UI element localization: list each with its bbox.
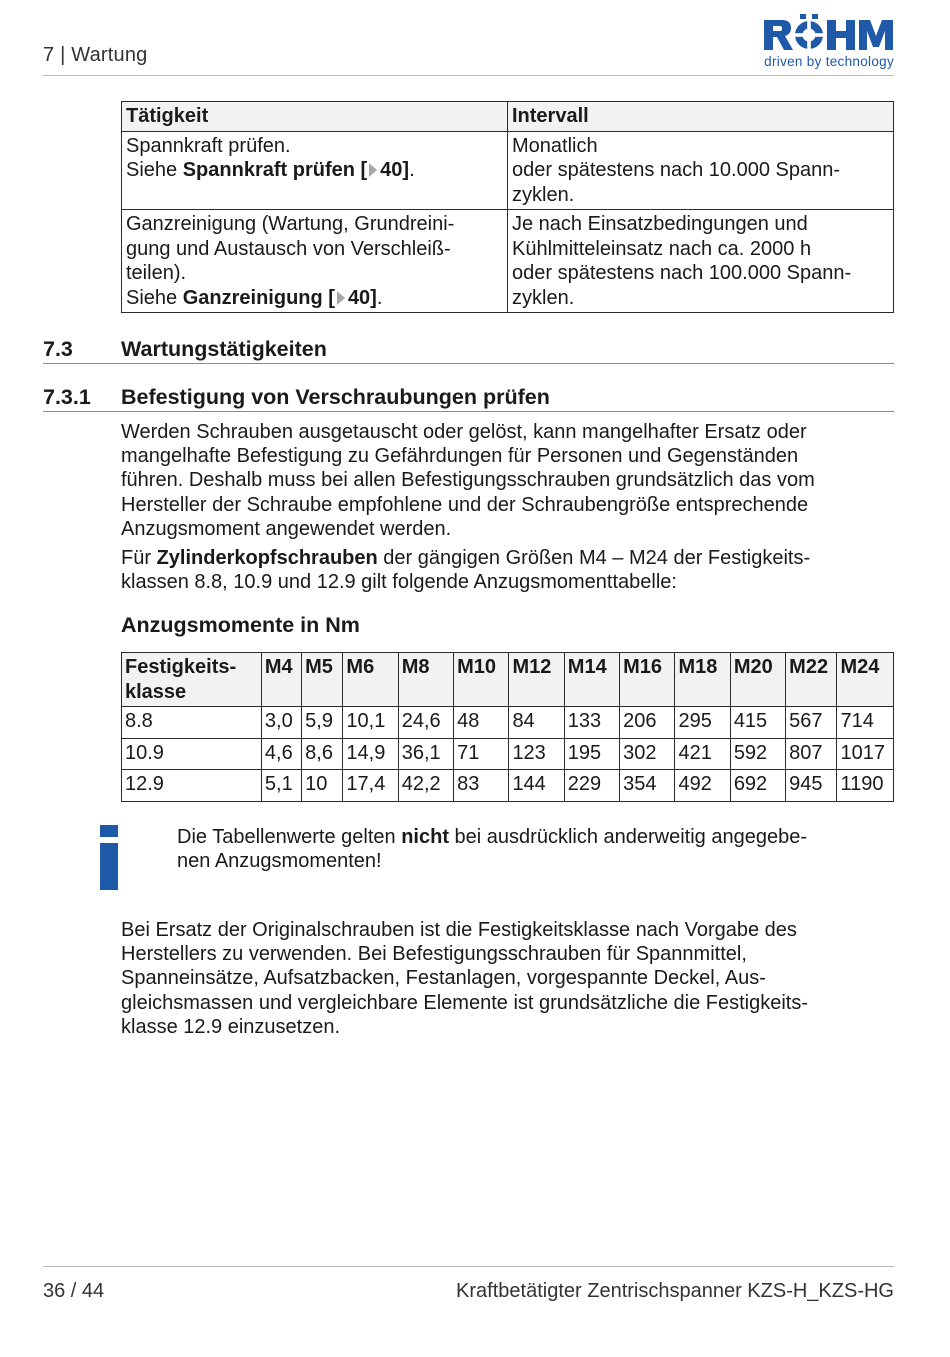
torque-value-cell: 229 <box>564 770 619 802</box>
table-row <box>122 770 894 802</box>
logo-tagline: driven by technology <box>764 54 894 69</box>
torque-value-cell: 421 <box>675 738 730 770</box>
torque-value-cell: 1017 <box>837 738 894 770</box>
period-text: . <box>409 159 415 181</box>
info-line: nen Anzugsmomenten! <box>177 850 382 873</box>
torque-value-cell: 84 <box>509 707 564 739</box>
torque-value-cell: 123 <box>509 738 564 770</box>
column-header-size: M24 <box>837 653 894 707</box>
interval-cell <box>508 131 894 210</box>
table-row <box>122 131 894 210</box>
paragraph-line <box>121 546 896 570</box>
activity-reference <box>126 286 503 311</box>
torque-value-cell: 492 <box>675 770 730 802</box>
torque-value-cell: 144 <box>509 770 564 802</box>
section-heading-7-3-1 <box>43 385 894 412</box>
torque-value-cell: 4,6 <box>261 738 301 770</box>
paragraph-line: gleichsmassen und vergleichbare Elemente ist grundsätzliche die Festigkeits- <box>121 991 809 1014</box>
see-label: Siehe <box>126 286 178 309</box>
strength-class-cell: 10.9 <box>122 738 262 770</box>
torque-value-cell: 1190 <box>837 770 894 802</box>
torque-value-cell: 36,1 <box>398 738 453 770</box>
column-header-size: M14 <box>564 653 619 707</box>
activity-line: gung und Austausch von Verschleiß- <box>126 237 451 260</box>
info-icon <box>100 825 118 890</box>
torque-value-cell: 3,0 <box>261 707 301 739</box>
column-header-size: M16 <box>620 653 675 707</box>
text-run: bei ausdrücklich anderweitig angegebe- <box>449 826 808 848</box>
activity-line: teilen). <box>126 262 187 284</box>
info-line <box>177 825 897 849</box>
torque-value-cell: 14,9 <box>343 738 398 770</box>
paragraph-line: Bei Ersatz der Originalschrauben ist die Festigkeitsklasse nach Vorgabe des <box>121 919 797 941</box>
text-run: der gängigen Größen M4 – M24 der Festigkeits- <box>377 547 811 569</box>
column-header-size: M8 <box>398 653 453 707</box>
interval-line: oder spätestens nach 100.000 Spann- <box>512 262 852 284</box>
period-text: . <box>376 286 383 309</box>
column-header-size: M4 <box>261 653 301 707</box>
table-row <box>122 738 894 770</box>
text-run: Die Tabellenwerte gelten <box>177 826 402 848</box>
section-number: 7.3.1 <box>43 385 91 409</box>
torque-value-cell: 133 <box>564 707 619 739</box>
torque-value-cell: 354 <box>620 770 675 802</box>
maintenance-table-header-row <box>122 102 894 132</box>
paragraph-line: klasse 12.9 einzusetzen. <box>121 1015 341 1038</box>
see-label: Siehe <box>126 159 178 181</box>
torque-value-cell: 48 <box>454 707 509 739</box>
interval-line: Monatlich <box>512 134 598 157</box>
info-icon-dot <box>100 825 118 837</box>
activity-reference <box>126 158 503 183</box>
torque-value-cell: 567 <box>786 707 837 739</box>
column-header-size: M18 <box>675 653 730 707</box>
info-note <box>177 825 897 873</box>
header-section-title: 7 | Wartung <box>43 44 148 66</box>
torque-value-cell: 5,9 <box>302 707 343 739</box>
paragraph-cylinder-head-screws <box>121 546 896 594</box>
roehm-logo-mark <box>762 14 894 52</box>
activity-cell <box>122 131 508 210</box>
cross-reference-page: 40] <box>347 286 377 309</box>
paragraph-line: Hersteller der Schraube empfohlene und der Schraubengröße entsprechende <box>121 493 809 516</box>
paragraph-screw-replacement <box>121 420 896 541</box>
paragraph-line: Spanneinsätze, Aufsatzbacken, Festanlagen, vorgespannte Deckel, Aus- <box>121 967 766 990</box>
column-header-strength-class <box>122 653 262 707</box>
torque-table <box>121 652 894 802</box>
section-number: 7.3 <box>43 337 73 361</box>
paragraph-strength-class-guidance <box>121 918 896 1039</box>
column-header-size: M22 <box>786 653 837 707</box>
table-row <box>122 210 894 313</box>
paragraph-line: klassen 8.8, 10.9 und 12.9 gilt folgende Anzugsmomenttabelle: <box>121 571 677 594</box>
cross-reference-link[interactable] <box>183 159 409 181</box>
header-line: klasse <box>125 680 187 703</box>
table-row <box>122 707 894 739</box>
torque-table-header-row <box>122 653 894 707</box>
torque-value-cell: 206 <box>620 707 675 739</box>
text-run: Für <box>121 547 157 569</box>
header-line: Festigkeits- <box>125 656 237 678</box>
cross-reference-link[interactable] <box>183 287 377 309</box>
footer-divider <box>43 1266 894 1267</box>
torque-value-cell: 10 <box>302 770 343 802</box>
interval-line: oder spätestens nach 10.000 Spann- <box>512 159 841 181</box>
strength-class-cell: 8.8 <box>122 707 262 739</box>
torque-value-cell: 592 <box>730 738 785 770</box>
torque-value-cell: 714 <box>837 707 894 739</box>
torque-value-cell: 17,4 <box>343 770 398 802</box>
document-title: Kraftbetätigter Zentrischspanner KZS-H_KZS-HG <box>456 1280 894 1302</box>
torque-value-cell: 945 <box>786 770 837 802</box>
torque-value-cell: 5,1 <box>261 770 301 802</box>
activity-text: Spannkraft prüfen. <box>126 134 291 157</box>
section-title: Wartungstätigkeiten <box>121 337 327 361</box>
torque-value-cell: 83 <box>454 770 509 802</box>
header-divider <box>43 75 894 76</box>
column-header-size: M6 <box>343 653 398 707</box>
column-header-size: M20 <box>730 653 785 707</box>
torque-value-cell: 24,6 <box>398 707 453 739</box>
interval-cell <box>508 210 894 313</box>
column-header-interval: Intervall <box>508 102 894 132</box>
interval-line: zyklen. <box>512 286 575 309</box>
cross-reference-title: Ganzreinigung [ <box>182 286 335 309</box>
cross-reference-page: 40] <box>380 159 410 181</box>
paragraph-line: Herstellers zu verwenden. Bei Befestigungsschrauben für Spannmittel, <box>121 943 747 966</box>
column-header-size: M12 <box>509 653 564 707</box>
column-header-size: M10 <box>454 653 509 707</box>
roehm-logo <box>762 14 894 69</box>
torque-value-cell: 807 <box>786 738 837 770</box>
interval-line: Je nach Einsatzbedingungen und <box>512 213 808 235</box>
paragraph-line: mangelhafte Befestigung zu Gefährdungen für Personen und Gegenständen <box>121 445 799 468</box>
torque-table-heading: Anzugsmomente in Nm <box>121 613 360 637</box>
torque-value-cell: 10,1 <box>343 707 398 739</box>
torque-value-cell: 42,2 <box>398 770 453 802</box>
paragraph-line: Werden Schrauben ausgetauscht oder gelöst, kann mangelhafter Ersatz oder <box>121 421 807 443</box>
interval-line: zyklen. <box>512 183 575 206</box>
activity-line: Ganzreinigung (Wartung, Grundreini- <box>126 213 455 235</box>
play-arrow-icon <box>337 291 345 305</box>
play-arrow-icon <box>369 163 377 177</box>
emphasis-text: Zylinderkopfschrauben <box>156 547 378 569</box>
torque-value-cell: 8,6 <box>302 738 343 770</box>
paragraph-line: Anzugsmoment angewendet werden. <box>121 517 452 540</box>
torque-value-cell: 415 <box>730 707 785 739</box>
cross-reference-title: Spannkraft prüfen [ <box>182 159 368 181</box>
column-header-activity: Tätigkeit <box>122 102 508 132</box>
maintenance-table <box>121 101 894 313</box>
torque-value-cell: 195 <box>564 738 619 770</box>
torque-value-cell: 692 <box>730 770 785 802</box>
interval-line: Kühlmitteleinsatz nach ca. 2000 h <box>512 237 812 260</box>
paragraph-line: führen. Deshalb muss bei allen Befestigungsschrauben grundsätzlich das vom <box>121 469 815 492</box>
torque-value-cell: 71 <box>454 738 509 770</box>
column-header-size: M5 <box>302 653 343 707</box>
section-heading-7-3 <box>43 337 894 364</box>
torque-value-cell: 302 <box>620 738 675 770</box>
emphasis-text: nicht <box>401 826 449 848</box>
info-icon-bar <box>100 843 118 890</box>
section-title: Befestigung von Verschraubungen prüfen <box>121 385 550 409</box>
page-number: 36 / 44 <box>43 1280 105 1302</box>
activity-cell <box>122 210 508 313</box>
torque-value-cell: 295 <box>675 707 730 739</box>
strength-class-cell: 12.9 <box>122 770 262 802</box>
